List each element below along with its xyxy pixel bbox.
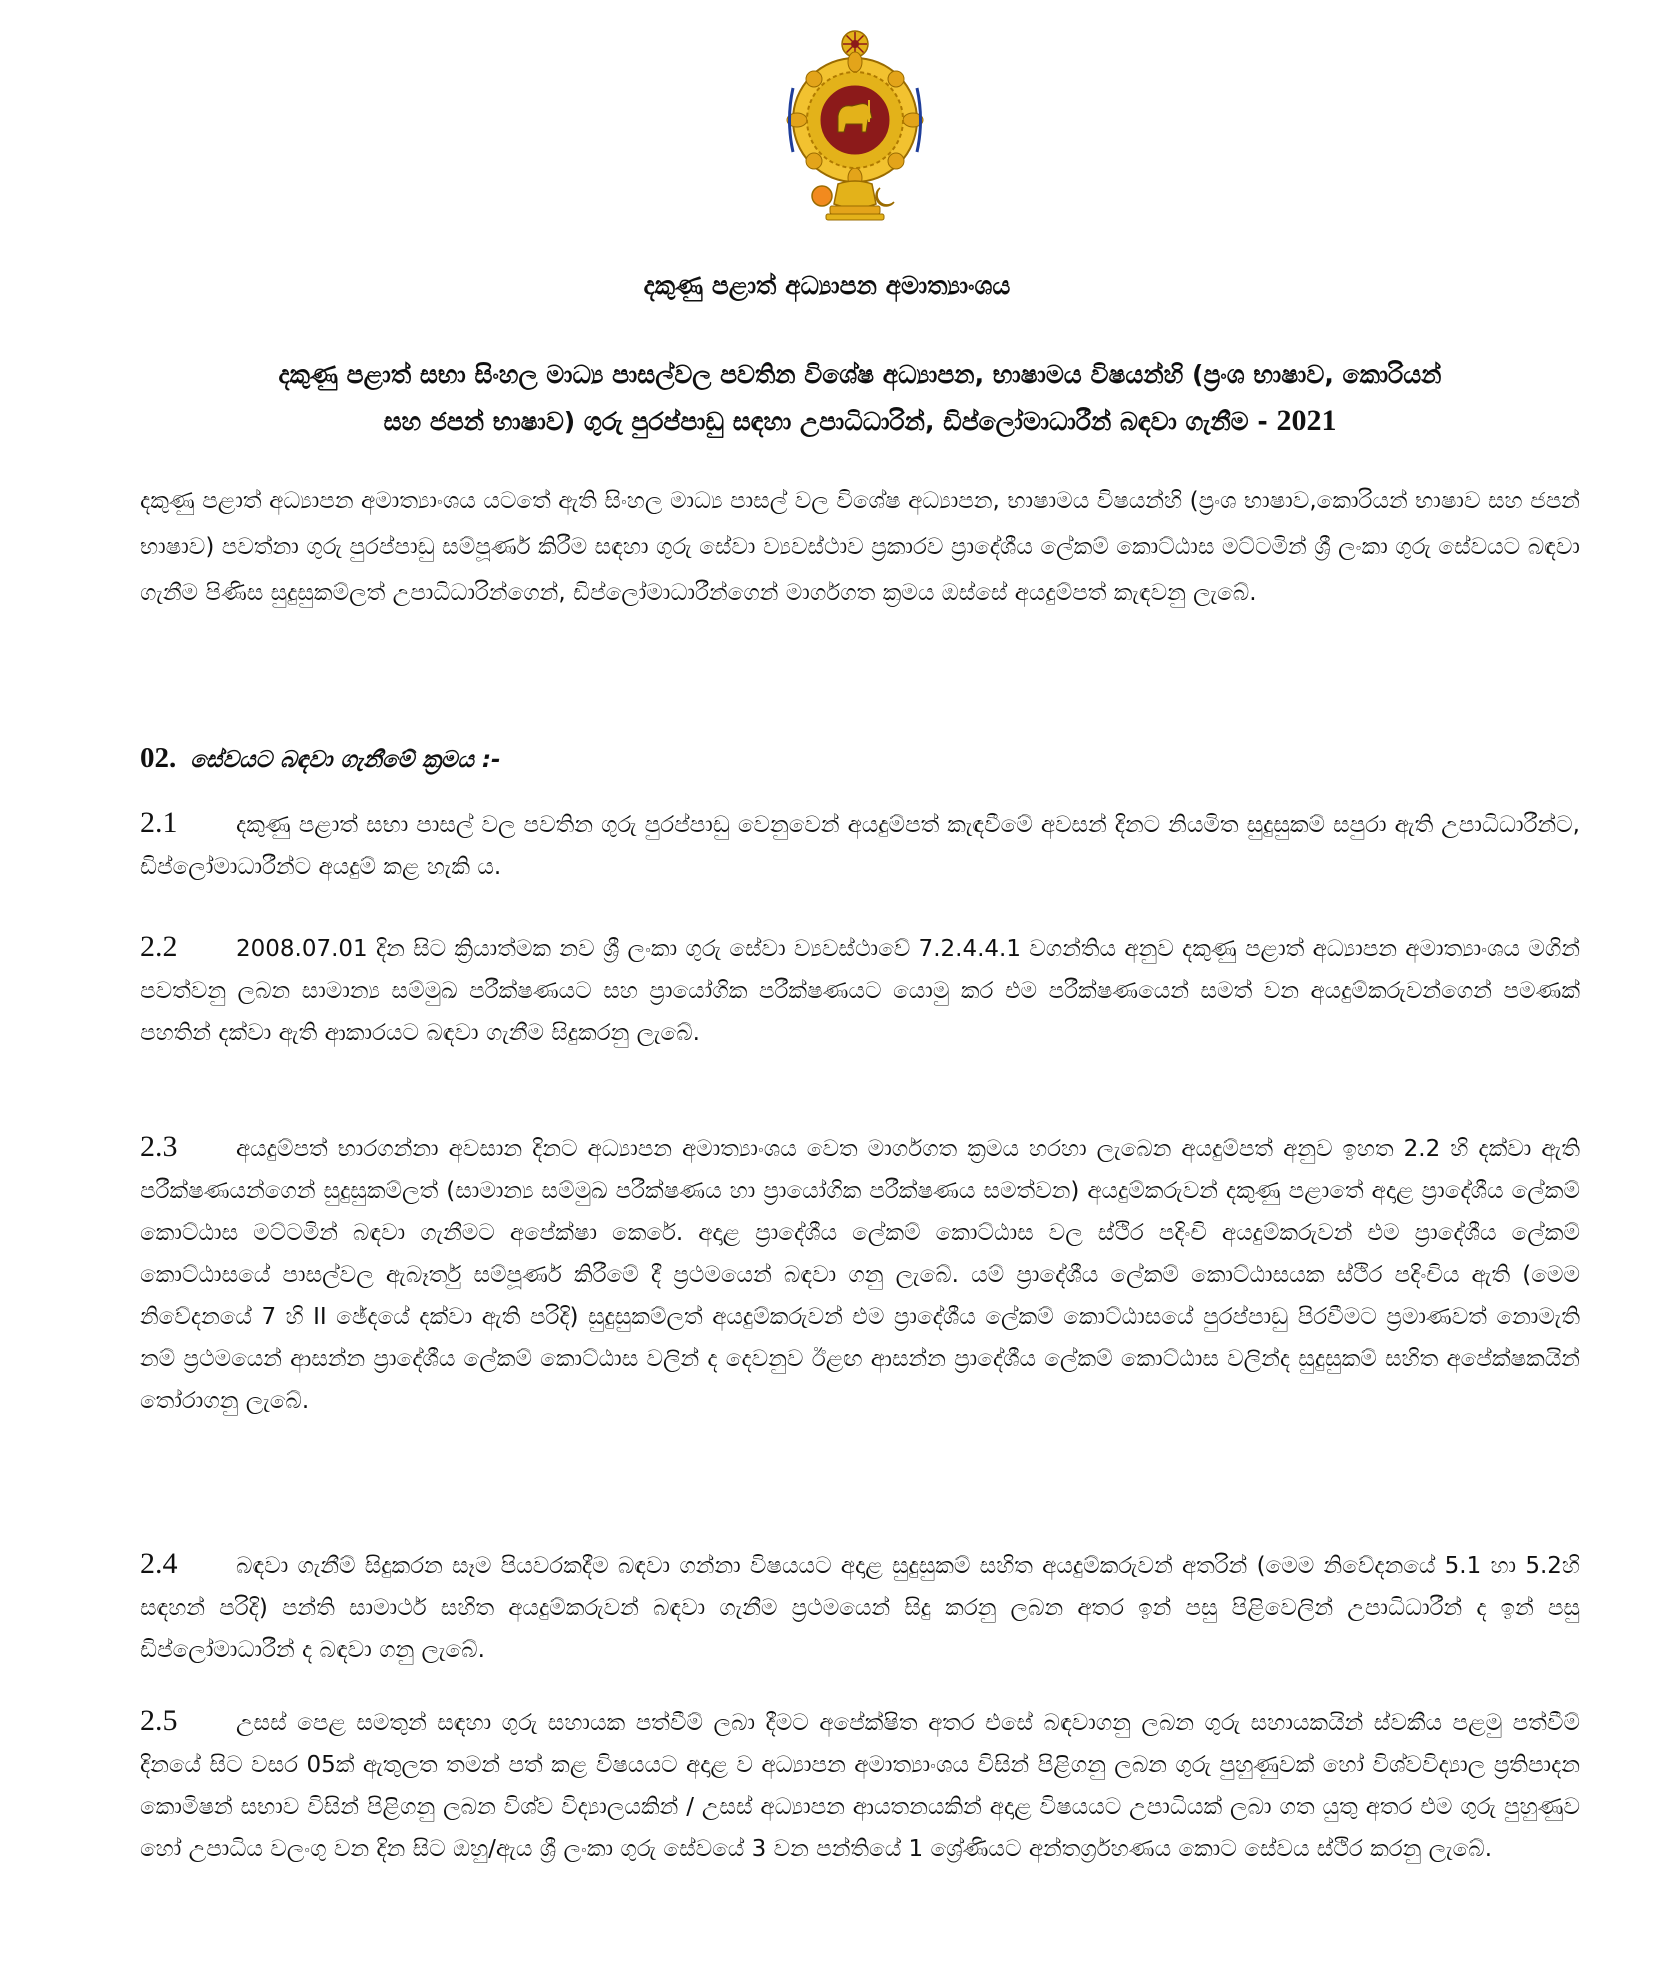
clause-text: අයදුම්පත් භාරගන්නා අවසාන දිනට අධ්‍යාපන අමාත්‍යාංශය වෙත මාර්ගගත ක්‍රමය හරහා ලැබෙන අයදුම්පත් අනුව ඉහත 2.2 හි දක්වා ඇති පරීක්ෂණයන්ගෙන් සුදුසුකම්ලත් (සාමාන්‍ය සම්මුඛ පරීක්ෂණය හා ප්‍රායෝගික පරීක්ෂණය සමත්වන) අයදුම්කරුවන් දකුණු පළාතේ අදාළ ප්‍රාදේශීය ලේකම් කොට්ඨාස මට්ටමින් බඳවා ගැනීමට අපේක්ෂා කෙරේ. අදාළ ප්‍රාදේශීය ලේකම් කොට්ඨාස වල ස්ථිර පදිංචි අයදුම්කරුවන් එම ප්‍රාදේශීය ලේකම් කොට්ඨාසයේ පාසල්වල ඇබෑර්තු සම්පූර්ණ කිරීමේ දී ප්‍රථමයෙන් බඳවා ගනු ලැබේ. යම් ප්‍රාදේශීය ලේකම් කොට්ඨාසයක ස්ථිර පදිංචිය ඇති (මෙම නිවේදනයේ 7 හි II ඡේදයේ දක්වා ඇති පරිදි) සුදුසුකම්ලත් අයදුම්කරුවන් එම ප්‍රාදේශීය ලේකම් කොට්ඨාසයේ පුරප්පාඩු පිරවීමට ප්‍රමාණවත් නොමැති නම් ප්‍රථමයෙන් ආසන්න ප්‍රාදේශීය ලේකම් කොට්ඨාස වලින් ද දෙවනුව ඊළඟ ආසන්න ප්‍රාදේශීය ලේකම් කොට්ඨාස වලින්ද සුදුසුකම් සහිත අපේක්ෂකයින් තෝරාගනු ලැබේ. bbox=[140, 1136, 1580, 1414]
punkalasa-icon bbox=[826, 181, 884, 220]
clause-number: 2.2 bbox=[140, 930, 178, 963]
clause-number: 2.4 bbox=[140, 1547, 178, 1580]
section-heading bbox=[140, 738, 501, 780]
notice-title bbox=[140, 352, 1580, 445]
moon-icon bbox=[876, 188, 894, 206]
clause-2-1 bbox=[140, 802, 1580, 888]
section-number: 02. bbox=[140, 742, 177, 774]
notice-title-line-1: දකුණු පළාත් සභා සිංහල මාධ්‍ය පාසල්වල පවතින විශේෂ අධ්‍යාපන, භාෂාමය විෂයන්හි (ප්‍රංශ භාෂාව, කොරියන් bbox=[278, 360, 1442, 389]
clause-text: දකුණු පළාත් සභා පාසල් වල පවතින ගුරු පුරප්පාඩු වෙනුවෙන් අයදුම්පත් කැඳවීමේ අවසන් දිනට නියමිත සුදුසුකම් සපුරා ඇති උපාධිධාරීන්ට, ඩිප්ලෝමාධාරීන්ට අයදුම් කළ හැකි ය. bbox=[140, 812, 1580, 880]
notice-year: 2021 bbox=[1276, 404, 1337, 437]
clause-text: 2008.07.01 දින සිට ක්‍රියාත්මක නව ශ්‍රී ලංකා ගුරු සේවා ව්‍යවස්ථාවේ 7.2.4.4.1 වගන්තිය අනුව දකුණු පළාත් අධ්‍යාපන අමාත්‍යාංශය මගින් පවත්වනු ලබන සාමාන්‍ය සම්මුඛ පරීක්ෂණයට සහ ප්‍රායෝගික පරීක්ෂණයට යොමු කර එම පරීක්ෂණයෙන් සමත් වන අයදුම්කරුවන්ගෙන් පමණක් පහතින් දක්වා ඇති ආකාරයට බඳවා ගැනීම සිදුකරනු ලැබේ. bbox=[140, 936, 1580, 1046]
clause-number: 2.5 bbox=[140, 1704, 178, 1737]
notice-title-line-2: සහ ජපන් භාෂාව) ගුරු පුරප්පාඩු සඳහා උපාධිධාරින්, ඩිප්ලෝමාධාරීන් බඳවා ගැනීම - 2021 bbox=[383, 404, 1337, 437]
clause-2-3 bbox=[140, 1126, 1580, 1422]
clause-text: උසස් පෙළ සමතුන් සඳහා ගුරු සහායක පත්වීම් ලබා දීමට අපේක්ෂිත අතර එසේ බඳවාගනු ලබන ගුරු සහායකයින් ස්වකීය පළමු පත්වීම් දිනයේ සිට වසර 05ක් ඇතුලත තමන් පත් කළ විෂයයට අදාළ ව අධ්‍යාපන අමාත්‍යාංශය විසින් පිළිගනු ලබන ගුරු පුහුණුවක් හෝ විශ්වවිද්‍යාල ප්‍රතිපාදන කොමිෂන් සභාව විසින් පිළිගනු ලබන විශ්ව විද්‍යාලයකින් / උසස් අධ්‍යාපන ආයතනයකින් අදාළ විෂයයට උපාධියක් ලබා ගත යුතු අතර එම ගුරු පුහුණුව හෝ උපාධිය වලංගු වන දින සිට ඔහු/ඇය ශ්‍රී ලංකා ගුරු සේවයේ 3 වන පන්තියේ 1 ශ්‍රේණියට අන්තර්ග්‍රහණය කොට සේවය ස්ථිර කරනු ලැබේ. bbox=[140, 1710, 1580, 1862]
state-emblem bbox=[780, 28, 930, 223]
ministry-heading: දකුණු පළාත් අධ්‍යාපන අමාත්‍යාංශය bbox=[643, 271, 1011, 300]
intro-paragraph: දකුණු පළාත් අධ්‍යාපන අමාත්‍යාංශය යටතේ ඇති සිංහල මාධ්‍ය පාසල් වල විශේෂ අධ්‍යාපන, භාෂාමය විෂයන්හි (ප්‍රංශ භාෂාව,කොරියන් භාෂාව සහ ජපන් භාෂාව) පවත්නා ගුරු පුරප්පාඩු සම්පූර්ණ කිරීම සඳහා ගුරු සේවා ව්‍යවස්ථාව ප්‍රකාරව ප්‍රාදේශීය ලේකම් කොට්ඨාස මට්ටමින් ශ්‍රී ලංකා ගුරු සේවයට බඳවා ගැනීම පිණිස සුදුසුකම්ලත් උපාධිධාරින්ගෙන්, ඩිප්ලෝමාධාරීන්ගෙන් මාර්ගගත ක්‍රමය ඔස්සේ අයදුම්පත් කැඳවනු ලැබේ. bbox=[140, 488, 1580, 606]
clause-2-2 bbox=[140, 926, 1580, 1054]
section-title: සේවයට බඳවා ගැනීමේ ක්‍රමය :- bbox=[190, 747, 501, 773]
clause-2-4 bbox=[140, 1543, 1580, 1671]
clause-number: 2.3 bbox=[140, 1130, 178, 1163]
clause-number: 2.1 bbox=[140, 806, 178, 839]
clause-2-5 bbox=[140, 1700, 1580, 1870]
sun-icon bbox=[812, 186, 832, 206]
clause-text: බඳවා ගැනීම් සිදුකරන සෑම පියවරකදීම බඳවා ගන්නා විෂයයට අදාළ සුදුසුකම් සහිත අයදුම්කරුවන් අතරින් (මෙම නිවේදනයේ 5.1 හා 5.2හි සඳහන් පරිදි) පන්ති සාමාර්ථ සහිත අයදුම්කරුවන් බඳවා ගැනීම ප්‍රථමයෙන් සිදු කරනු ලබන අතර ඉන් පසු පිළිවෙලින් උපාධිධාරීන් ද ඉන් පසු ඩිප්ලෝමාධාරීන් ද බඳවා ගනු ලැබේ. bbox=[140, 1553, 1580, 1663]
